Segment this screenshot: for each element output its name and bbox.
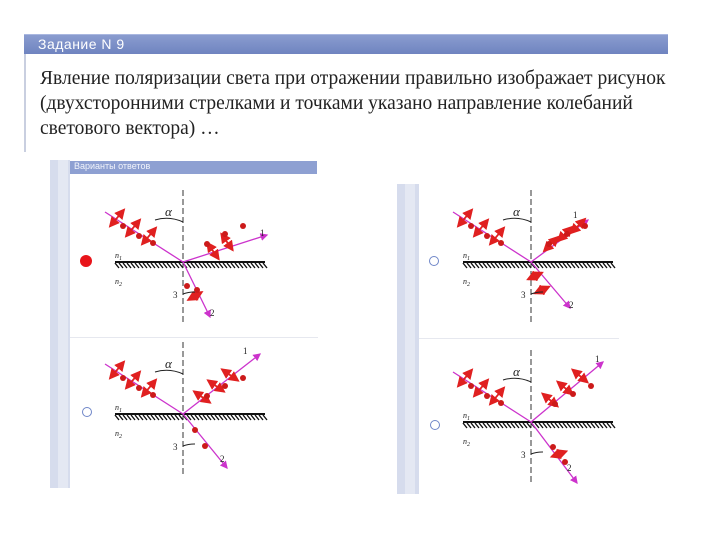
angle-3-label: 3	[521, 450, 526, 460]
hatch-mark	[515, 423, 519, 428]
hatch-mark	[527, 423, 531, 428]
hatch-mark	[563, 263, 567, 268]
hatch-mark	[583, 423, 587, 428]
hatch-mark	[611, 423, 615, 428]
refracted-oscillation-dot	[184, 283, 190, 289]
reflected-oscillation-dot	[240, 375, 246, 381]
hatch-mark	[179, 415, 183, 420]
hatch-mark	[471, 423, 475, 428]
hatch-mark	[147, 263, 151, 268]
hatch-mark	[547, 263, 551, 268]
hatch-mark	[475, 423, 479, 428]
refracted-oscillation-dot	[192, 427, 198, 433]
hatch-mark	[159, 263, 163, 268]
incident-oscillation-dot	[150, 392, 156, 398]
alpha-label: α	[513, 364, 520, 379]
refracted-oscillation-dot	[202, 443, 208, 449]
refracted-ray	[531, 262, 570, 308]
hatch-mark	[467, 423, 471, 428]
hatch-mark	[475, 263, 479, 268]
hatch-mark	[251, 415, 255, 420]
ray-1-label: 1	[243, 346, 248, 356]
ray-2-label: 2	[567, 463, 572, 473]
ray-1-label: 1	[595, 354, 600, 364]
hatch-mark	[519, 263, 523, 268]
incident-oscillation-dot	[136, 233, 142, 239]
alpha-label: α	[165, 356, 172, 371]
hatch-mark	[223, 415, 227, 420]
hatch-mark	[215, 263, 219, 268]
refracted-oscillation-arrow	[528, 273, 543, 280]
reflected-oscillation-dot	[204, 241, 210, 247]
hatch-mark	[127, 415, 131, 420]
incident-oscillation-dot	[150, 240, 156, 246]
option-d-radio[interactable]	[430, 420, 440, 430]
hatch-mark	[603, 263, 607, 268]
hatch-mark	[207, 415, 211, 420]
angle-3-label: 3	[173, 442, 178, 452]
reflected-ray	[183, 354, 260, 414]
hatch-mark	[255, 263, 259, 268]
hatch-mark	[543, 423, 547, 428]
hatch-mark	[599, 263, 603, 268]
hatch-mark	[503, 263, 507, 268]
hatch-mark	[167, 415, 171, 420]
hatch-mark	[191, 263, 195, 268]
hatch-mark	[591, 423, 595, 428]
hatch-mark	[139, 415, 143, 420]
hatch-mark	[123, 415, 127, 420]
hatch-mark	[491, 423, 495, 428]
hatch-mark	[507, 423, 511, 428]
incident-oscillation-dot	[468, 383, 474, 389]
reflected-oscillation-dot	[204, 393, 210, 399]
medium-n1-label: $n_1$	[115, 251, 122, 262]
hatch-mark	[227, 415, 231, 420]
hatch-mark	[579, 423, 583, 428]
hatch-mark	[607, 423, 611, 428]
hatch-mark	[259, 415, 263, 420]
angle-3-arc	[531, 452, 543, 454]
hatch-mark	[595, 423, 599, 428]
angle-3-arc	[183, 444, 195, 446]
hatch-mark	[567, 423, 571, 428]
hatch-mark	[483, 263, 487, 268]
hatch-mark	[247, 415, 251, 420]
hatch-mark	[483, 423, 487, 428]
hatch-mark	[119, 415, 123, 420]
hatch-mark	[167, 263, 171, 268]
reflected-oscillation-dot	[588, 383, 594, 389]
hatch-mark	[263, 415, 267, 420]
hatch-mark	[575, 423, 579, 428]
hatch-mark	[243, 263, 247, 268]
question-text: Явление поляризации света при отражении правильно изображает рисунок (двухсторонними стрелками и точками указано направление колебаний светового вектора) …	[40, 68, 666, 139]
medium-n1-label: $n_1$	[463, 411, 470, 422]
hatch-mark	[131, 415, 135, 420]
hatch-mark	[251, 263, 255, 268]
task-title: Задание N 9	[38, 36, 125, 52]
hatch-mark	[555, 263, 559, 268]
hatch-mark	[155, 263, 159, 268]
hatch-mark	[511, 423, 515, 428]
reflected-ray	[531, 362, 603, 422]
variants-header-label: Варианты ответов	[74, 161, 151, 171]
hatch-mark	[503, 423, 507, 428]
ray-1-label: 1	[573, 210, 578, 220]
hatch-mark	[231, 415, 235, 420]
hatch-mark	[199, 263, 203, 268]
reflected-oscillation-arrow	[208, 380, 224, 391]
hatch-mark	[259, 263, 263, 268]
hatch-mark	[499, 263, 503, 268]
hatch-mark	[523, 423, 527, 428]
hatch-mark	[487, 263, 491, 268]
reflected-oscillation-arrow	[222, 369, 238, 380]
medium-n1-label: $n_1$	[463, 251, 470, 262]
option-b-diagram[interactable]	[443, 190, 623, 325]
medium-n2-label: $n_2$	[115, 429, 122, 440]
reflected-oscillation-dot	[552, 401, 558, 407]
hatch-mark	[463, 263, 467, 268]
hatch-mark	[591, 263, 595, 268]
hatch-mark	[227, 263, 231, 268]
hatch-mark	[223, 263, 227, 268]
option-a-diagram[interactable]	[95, 190, 275, 325]
hatch-mark	[171, 263, 175, 268]
hatch-mark	[255, 415, 259, 420]
task-header	[24, 34, 668, 54]
hatch-mark	[219, 263, 223, 268]
hatch-mark	[595, 263, 599, 268]
hatch-mark	[499, 423, 503, 428]
hatch-mark	[587, 423, 591, 428]
hatch-mark	[479, 423, 483, 428]
incident-oscillation-dot	[120, 223, 126, 229]
hatch-mark	[523, 263, 527, 268]
angle-3-arc	[183, 292, 195, 294]
hatch-mark	[239, 263, 243, 268]
hatch-mark	[215, 415, 219, 420]
hatch-mark	[547, 423, 551, 428]
hatch-mark	[119, 263, 123, 268]
hatch-mark	[203, 415, 207, 420]
angle-3-label: 3	[173, 290, 178, 300]
reflected-oscillation-arrow	[557, 382, 572, 395]
hatch-mark	[239, 415, 243, 420]
hatch-mark	[579, 263, 583, 268]
hatch-mark	[211, 415, 215, 420]
hatch-mark	[199, 415, 203, 420]
hatch-mark	[187, 263, 191, 268]
reflected-oscillation-dot	[564, 231, 570, 237]
hatch-mark	[603, 423, 607, 428]
right-panel-strip-inner	[405, 184, 415, 494]
hatch-mark	[519, 423, 523, 428]
hatch-mark	[587, 263, 591, 268]
ray-1-label: 1	[260, 228, 265, 238]
reflected-oscillation-dot	[546, 241, 552, 247]
hatch-mark	[231, 263, 235, 268]
left-panel-strip-inner	[58, 160, 68, 488]
incident-oscillation-dot	[120, 375, 126, 381]
incident-oscillation-dot	[484, 233, 490, 239]
hatch-mark	[551, 263, 555, 268]
hatch-mark	[243, 415, 247, 420]
hatch-mark	[163, 263, 167, 268]
hatch-mark	[143, 263, 147, 268]
hatch-mark	[539, 263, 543, 268]
medium-n2-label: $n_2$	[115, 277, 122, 288]
reflected-oscillation-dot	[582, 223, 588, 229]
hatch-mark	[131, 263, 135, 268]
reflected-oscillation-dot	[570, 391, 576, 397]
hatch-mark	[571, 263, 575, 268]
incident-oscillation-dot	[498, 400, 504, 406]
reflected-oscillation-dot	[222, 231, 228, 237]
refracted-oscillation-dot	[550, 444, 556, 450]
hatch-mark	[135, 415, 139, 420]
incident-oscillation-dot	[468, 223, 474, 229]
hatch-mark	[207, 263, 211, 268]
hatch-mark	[471, 263, 475, 268]
hatch-mark	[567, 263, 571, 268]
hatch-mark	[491, 263, 495, 268]
medium-n2-label: $n_2$	[463, 437, 470, 448]
angle-3-label: 3	[521, 290, 526, 300]
hatch-mark	[247, 263, 251, 268]
question-panel	[24, 54, 674, 152]
alpha-label: α	[513, 204, 520, 219]
hatch-mark	[123, 263, 127, 268]
hatch-mark	[171, 415, 175, 420]
hatch-mark	[571, 423, 575, 428]
hatch-mark	[495, 263, 499, 268]
hatch-mark	[175, 263, 179, 268]
hatch-mark	[543, 263, 547, 268]
hatch-mark	[555, 423, 559, 428]
medium-n2-label: $n_2$	[463, 277, 470, 288]
hatch-mark	[151, 263, 155, 268]
left-divider	[70, 337, 318, 338]
medium-n1-label: $n_1$	[115, 403, 122, 414]
hatch-mark	[463, 423, 467, 428]
hatch-mark	[539, 423, 543, 428]
hatch-mark	[115, 263, 119, 268]
hatch-mark	[135, 263, 139, 268]
incident-oscillation-dot	[484, 393, 490, 399]
hatch-mark	[151, 415, 155, 420]
ray-2-label: 2	[210, 308, 215, 318]
variants-header	[70, 161, 317, 174]
hatch-mark	[583, 263, 587, 268]
option-a-radio[interactable]	[80, 255, 92, 267]
hatch-mark	[127, 263, 131, 268]
hatch-mark	[511, 263, 515, 268]
reflected-ray	[531, 220, 588, 262]
hatch-mark	[143, 415, 147, 420]
hatch-mark	[479, 263, 483, 268]
hatch-mark	[559, 263, 563, 268]
hatch-mark	[159, 415, 163, 420]
hatch-mark	[191, 415, 195, 420]
hatch-mark	[235, 263, 239, 268]
reflected-oscillation-dot	[222, 383, 228, 389]
hatch-mark	[611, 263, 615, 268]
hatch-mark	[219, 415, 223, 420]
hatch-mark	[263, 263, 267, 268]
ray-2-label: 2	[569, 300, 574, 310]
hatch-mark	[487, 423, 491, 428]
option-c-radio[interactable]	[82, 407, 92, 417]
hatch-mark	[515, 263, 519, 268]
hatch-mark	[563, 423, 567, 428]
incident-oscillation-dot	[136, 385, 142, 391]
hatch-mark	[495, 423, 499, 428]
hatch-mark	[155, 415, 159, 420]
hatch-mark	[467, 263, 471, 268]
hatch-mark	[147, 415, 151, 420]
hatch-mark	[115, 415, 119, 420]
hatch-mark	[203, 263, 207, 268]
hatch-mark	[235, 415, 239, 420]
hatch-mark	[559, 423, 563, 428]
hatch-mark	[195, 415, 199, 420]
reflected-oscillation-dot	[240, 223, 246, 229]
right-divider	[419, 338, 619, 339]
hatch-mark	[527, 263, 531, 268]
hatch-mark	[507, 263, 511, 268]
hatch-mark	[211, 263, 215, 268]
hatch-mark	[607, 263, 611, 268]
incident-oscillation-dot	[498, 240, 504, 246]
hatch-mark	[575, 263, 579, 268]
option-b-radio[interactable]	[429, 256, 439, 266]
hatch-mark	[163, 415, 167, 420]
hatch-mark	[175, 415, 179, 420]
hatch-mark	[551, 423, 555, 428]
hatch-mark	[179, 263, 183, 268]
hatch-mark	[195, 263, 199, 268]
option-c-diagram[interactable]	[95, 342, 275, 477]
hatch-mark	[139, 263, 143, 268]
ray-2-label: 2	[220, 454, 225, 464]
alpha-label: α	[165, 204, 172, 219]
option-d-diagram[interactable]	[443, 350, 623, 485]
hatch-mark	[599, 423, 603, 428]
